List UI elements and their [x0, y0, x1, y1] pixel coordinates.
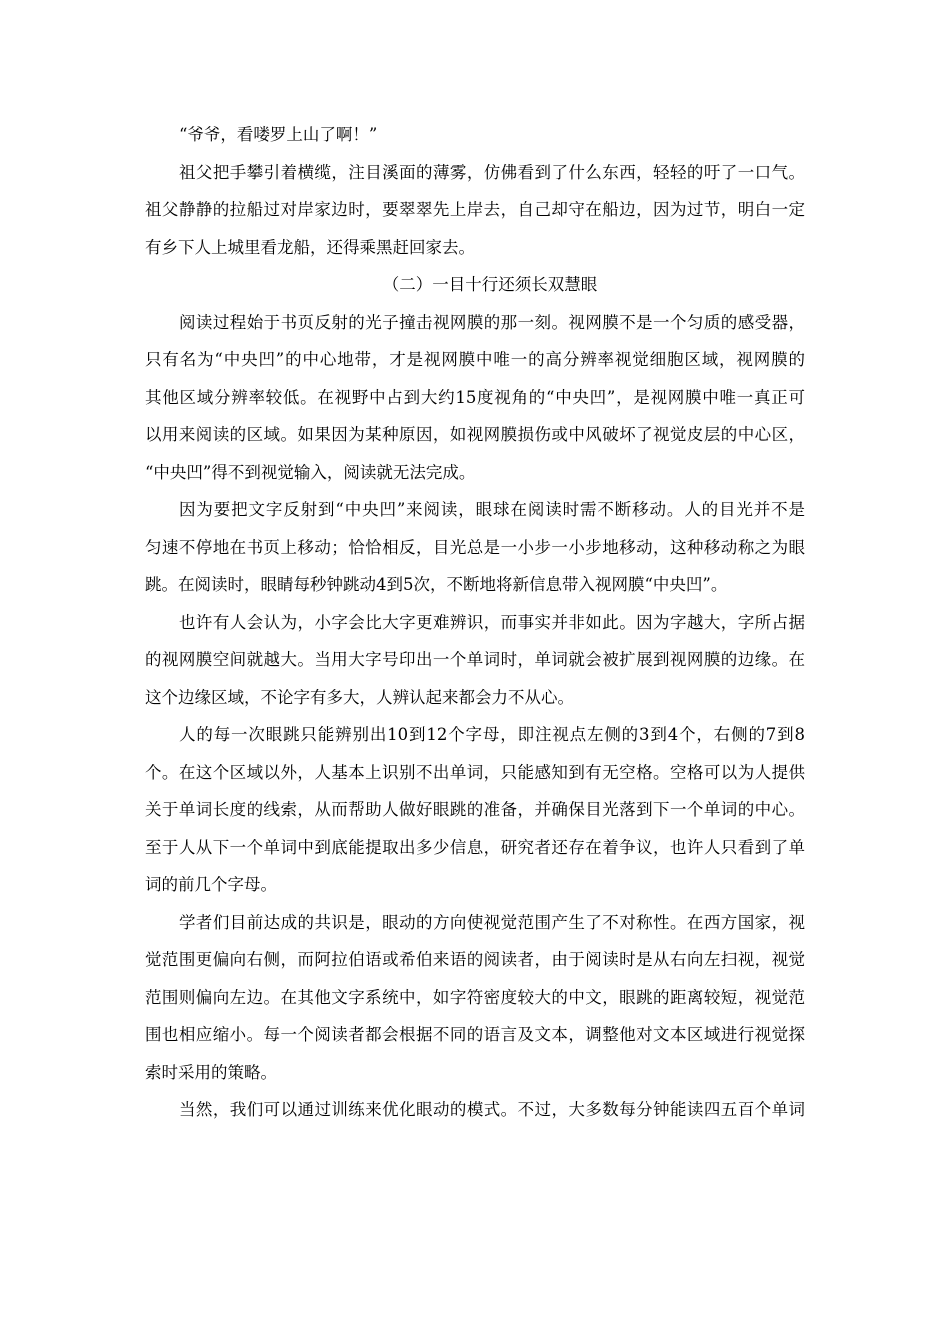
paragraph-line: 因为要把文字反射到“中央凹”来阅读，眼球在阅读时需不断移动。人的目光并不是 — [179, 500, 805, 519]
paragraph-line: 这个边缘区域，不论字有多大，人辨认起来都会力不从心。 — [145, 687, 574, 707]
dialogue-line: “爷爷，看喽罗上山了啊！” — [179, 125, 378, 144]
paragraph-line: 以用来阅读的区域。如果因为某种原因，如视网膜损伤或中风破坏了视觉皮层的中心区， — [145, 425, 805, 444]
paragraph-line: 至于人从下一个单词中到底能提取出多少信息，研究者还存在着争议，也许人只看到了单 — [145, 837, 805, 857]
paragraph-line: 围也相应缩小。每一个阅读者都会根据不同的语言及文本，调整他对文本区域进行视觉探 — [145, 1025, 805, 1044]
paragraph-line: 跳。在阅读时，眼睛每秒钟跳动4到5次，不断地将新信息带入视网膜“中央凹”。 — [145, 575, 728, 594]
paragraph-line: 觉范围更偏向右侧，而阿拉伯语或希伯来语的阅读者，由于阅读时是从右向左扫视，视觉 — [145, 950, 805, 969]
paragraph-line: 只有名为“中央凹”的中心地带，才是视网膜中唯一的高分辨率视觉细胞区域，视网膜的 — [145, 350, 805, 369]
paragraph-line: 关于单词长度的线索，从而帮助人做好眼跳的准备，并确保目光落到下一个单词的中心。 — [145, 800, 805, 819]
paragraph-line: 的视网膜空间就越大。当用大字号印出一个单词时，单词就会被扩展到视网膜的边缘。在 — [145, 650, 805, 669]
paragraph-line: 索时采用的策略。 — [145, 1062, 277, 1082]
paragraph-line: 当然，我们可以通过训练来优化眼动的模式。不过，大多数每分钟能读四五百个单词 — [179, 1100, 805, 1119]
paragraph-line: 其他区域分辨率较低。在视野中占到大约15度视角的“中央凹”，是视网膜中唯一真正可 — [145, 387, 805, 407]
text-body — [145, 116, 805, 1129]
paragraph-line: 词的前几个字母。 — [145, 875, 277, 894]
paragraph-line: 祖父把手攀引着横缆，注目溪面的薄雾，仿佛看到了什么东西，轻轻的吁了一口气。 — [179, 162, 805, 182]
paragraph-line: “中央凹”得不到视觉输入，阅读就无法完成。 — [145, 462, 476, 482]
paragraph-line: 匀速不停地在书页上移动；恰恰相反，目光总是一小步一小步地移动，这种移动称之为眼 — [145, 537, 805, 557]
paragraph-line: 范围则偏向左边。在其他文字系统中，如字符密度较大的中文，眼跳的距离较短，视觉范 — [145, 987, 805, 1007]
paragraph-line: 有乡下人上城里看龙船，还得乘黑赶回家去。 — [145, 237, 475, 257]
paragraph-line: 阅读过程始于书页反射的光子撞击视网膜的那一刻。视网膜不是一个匀质的感受器， — [179, 312, 805, 332]
section-heading: （二）一目十行还须长双慧眼 — [382, 275, 598, 294]
paragraph-line: 人的每一次眼跳只能辨别出10到12个字母，即注视点左侧的3到4个，右侧的7到8 — [179, 725, 805, 744]
paragraph-line: 学者们目前达成的共识是，眼动的方向使视觉范围产生了不对称性。在西方国家，视 — [179, 912, 805, 932]
paragraph-line: 也许有人会认为，小字会比大字更难辨识，而事实并非如此。因为字越大，字所占据 — [179, 612, 805, 632]
paragraph-line: 祖父静静的拉船过对岸家边时，要翠翠先上岸去，自己却守在船边，因为过节，明白一定 — [145, 200, 805, 219]
paragraph-line: 个。在这个区域以外，人基本上识别不出单词，只能感知到有无空格。空格可以为人提供 — [145, 762, 805, 782]
